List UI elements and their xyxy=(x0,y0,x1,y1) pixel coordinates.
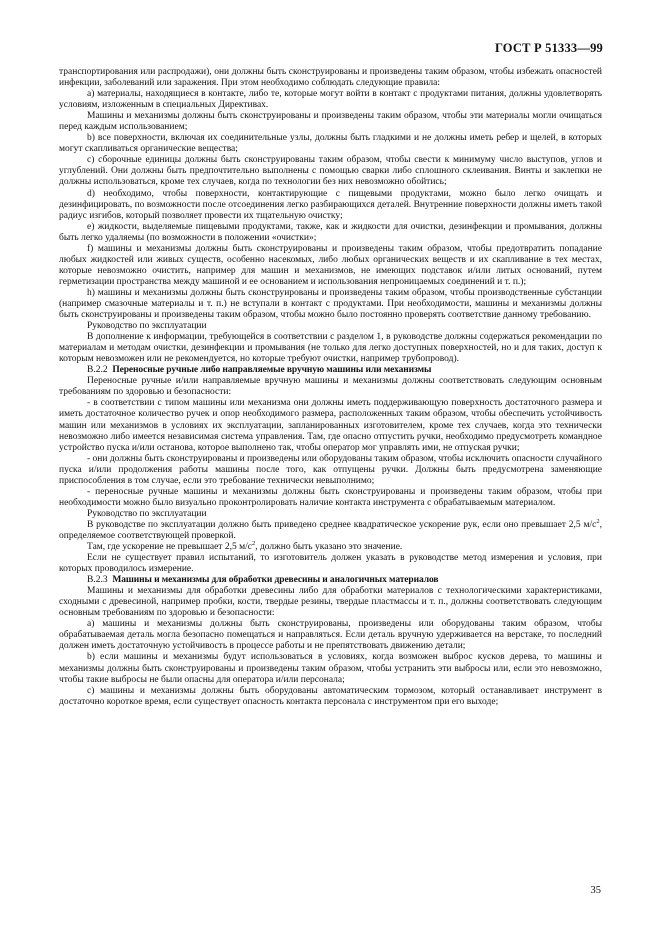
section-title: Переносные ручные либо направляемые вручную машины или механизмы xyxy=(112,365,432,376)
paragraph: Машины и механизмы для обработки древесины либо для обработки материалов с технологическими характеристиками, сходными с древесиной, например пробки, кости, твердые резины, твердые пластмассы и т. п., должны соответствовать следующим основным требованиям по здоровью и безопасности: xyxy=(59,586,602,619)
paragraph: Если не существует правил испытаний, то изготовитель должен указать в руководстве метод измерения и условия, при которых проводилось измерение. xyxy=(59,553,602,575)
paragraph: Машины и механизмы должны быть сконструированы и произведены таким образом, чтобы эти материалы могли очищаться перед каждым использованием; xyxy=(59,111,602,133)
page-number: 35 xyxy=(590,885,601,896)
paragraph-item-f: f) машины и механизмы должны быть сконструированы и произведены таким образом, чтобы предотвратить попадание любых жидкостей или живых существ, особенно насекомых, либо любых органических веществ и их скапливание в тех местах, которые невозможно очистить, например для машин и механизмов, не имеющих подставок и/или литых оснований, путем герметизации пространства между машиной и ее основанием и использования непроницаемых соединений и т. п.); xyxy=(59,243,602,287)
paragraph-item-a: a) материалы, находящиеся в контакте, либо те, которые могут войти в контакт с продуктами питания, должны удовлетворять условиям, изложенным в специальных Директивах. xyxy=(59,89,602,111)
paragraph-item-d: d) необходимо, чтобы поверхности, контактирующие с пищевыми продуктами, можно было легко очищать и дезинфицировать, по возможности после отсоединения легко разбирающихся деталей. Внутренние поверхности должны иметь такой радиус изгибов, который позволяет провести их тщательную очистку; xyxy=(59,188,602,221)
section-heading-b22 xyxy=(59,365,602,376)
paragraph-item-e: e) жидкости, выделяемые пищевыми продуктами, также, как и жидкости для очистки, дезинфекции и промывания, должны быть легко удаляемы (по возможности в положении «очистки»; xyxy=(59,221,602,243)
paragraph-continuation: транспортирования или распродажи), они должны быть сконструированы и произведены таким образом, чтобы избежать опасностей инфекции, заболеваний или заражения. При этом необходимо соблюдать следующие правила: xyxy=(59,67,602,89)
paragraph-item-c: c) сборочные единицы должны быть сконструированы таким образом, чтобы свести к минимуму число выступов, углов и углублений. Они должны быть предпочтительно выполнены с помощью сварки либо сплошного склеивания. Винты и заклепки не должны использоваться, кроме тех случаев, когда по технологии без них невозможно обойтись; xyxy=(59,155,602,188)
section-number: B.2.2 xyxy=(87,365,108,376)
standard-code-header: ГОСТ Р 51333—99 xyxy=(494,41,603,55)
paragraph-item-c: c) машины и механизмы должны быть оборудованы автоматическим тормозом, который останавливает инструмент в достаточно короткое время, если существует опасность контакта персонала с инструментом при его выходе; xyxy=(59,685,602,707)
list-item: - они должны быть сконструированы и произведены или оборудованы таким образом, чтобы исключить опасности случайного пуска и/или продолжения работы машины после того, как отпущены ручки. Должны быть предусмотрена заменяющие приспособления в том случае, если это требование технически невыполнимо; xyxy=(59,453,602,486)
list-item: - переносные ручные машины и механизмы должны быть сконструированы и произведены таким образом, чтобы при необходимости можно было визуально проконтролировать наличие контакта инструмента с обрабатываемым материалом. xyxy=(59,486,602,508)
section-number: B.2.3 xyxy=(87,575,108,586)
paragraph-vibration: В руководстве по эксплуатации должно быть приведено среднее квадратическое ускорение рук, если оно превышает 2,5 $м/с^2$, определяемое соответствующей проверкой. xyxy=(59,517,602,541)
paragraph: Переносные ручные и/или направляемые вручную машины и механизмы должны соответствовать следующим основным требованиям по здоровью и безопасности: xyxy=(59,376,602,398)
section-title: Машины и механизмы для обработки древесины и аналогичных материалов xyxy=(112,575,439,586)
section-heading-b23 xyxy=(59,575,602,586)
paragraph-item-a: a) машины и механизмы должны быть сконструированы, произведены или оборудованы таким образом, чтобы обрабатываемая деталь могла безопасно помещаться и направляться. Если деталь вручную удерживается на верстаке, то последний должен иметь достаточную устойчивость в процессе работы и не препятствовать движению детали; xyxy=(59,619,602,652)
paragraph-threshold: Там, где ускорение не превышает 2,5 $м/с^2$, должно быть указано это значение. xyxy=(87,539,403,553)
paragraph-item-b: b) если машины и механизмы будут использоваться в условиях, когда возможен выброс кусков дерева, то машины и механизмы должны быть сконструированы и произведены таким образом, чтобы устранить эти выбросы или, если это невозможно, чтобы такие выбросы не были опасны для оператора и/или персонала; xyxy=(59,652,602,685)
paragraph-item-b: b) все поверхности, включая их соединительные узлы, должны быть гладкими и не должны иметь ребер и щелей, в которых могут скапливаться органические вещества; xyxy=(59,133,602,155)
subheading-manual: Руководство по эксплуатации xyxy=(87,321,207,332)
body-text xyxy=(59,67,602,708)
subheading-manual: Руководство по эксплуатации xyxy=(87,508,207,519)
list-item: - в соответствии с типом машины или механизма они должны иметь поддерживающую поверхность достаточного размера и иметь достаточное количество ручек и опор необходимого размера, расположенных таким образом, чтобы обеспечить устойчивость машин или механизмов в условиях их эксплуатации, запланированных изготовителем, кроме тех случаев, когда это технически невозможно либо имеется независимая система управления. Там, где опасно отпустить ручки, необходимо предусмотреть командное устройство пуска и/или останова, которое выполнено так, чтобы оператор мог управлять ими, не отпуская ручки; xyxy=(59,398,602,453)
paragraph-item-h: h) машины и механизмы должны быть сконструированы и произведены таким образом, чтобы производственные субстанции (например смазочные материалы и т. п.) не вступали в контакт с продуктами. При необходимости, машины и механизмы должны быть сконструированы и произведены таким образом, чтобы можно было постоянно проверять соответствие данному требованию. xyxy=(59,287,602,321)
paragraph: В дополнение к информации, требующейся в соответствии с разделом 1, в руководстве должны содержаться рекомендации по материалам и методам очистки, дезинфекции и промывания (не только для легко доступных поверхностей, но и для таких, доступ к которым невозможен или не рекомендуется, но которые требуют очистки, например трубопровод). xyxy=(59,332,602,365)
